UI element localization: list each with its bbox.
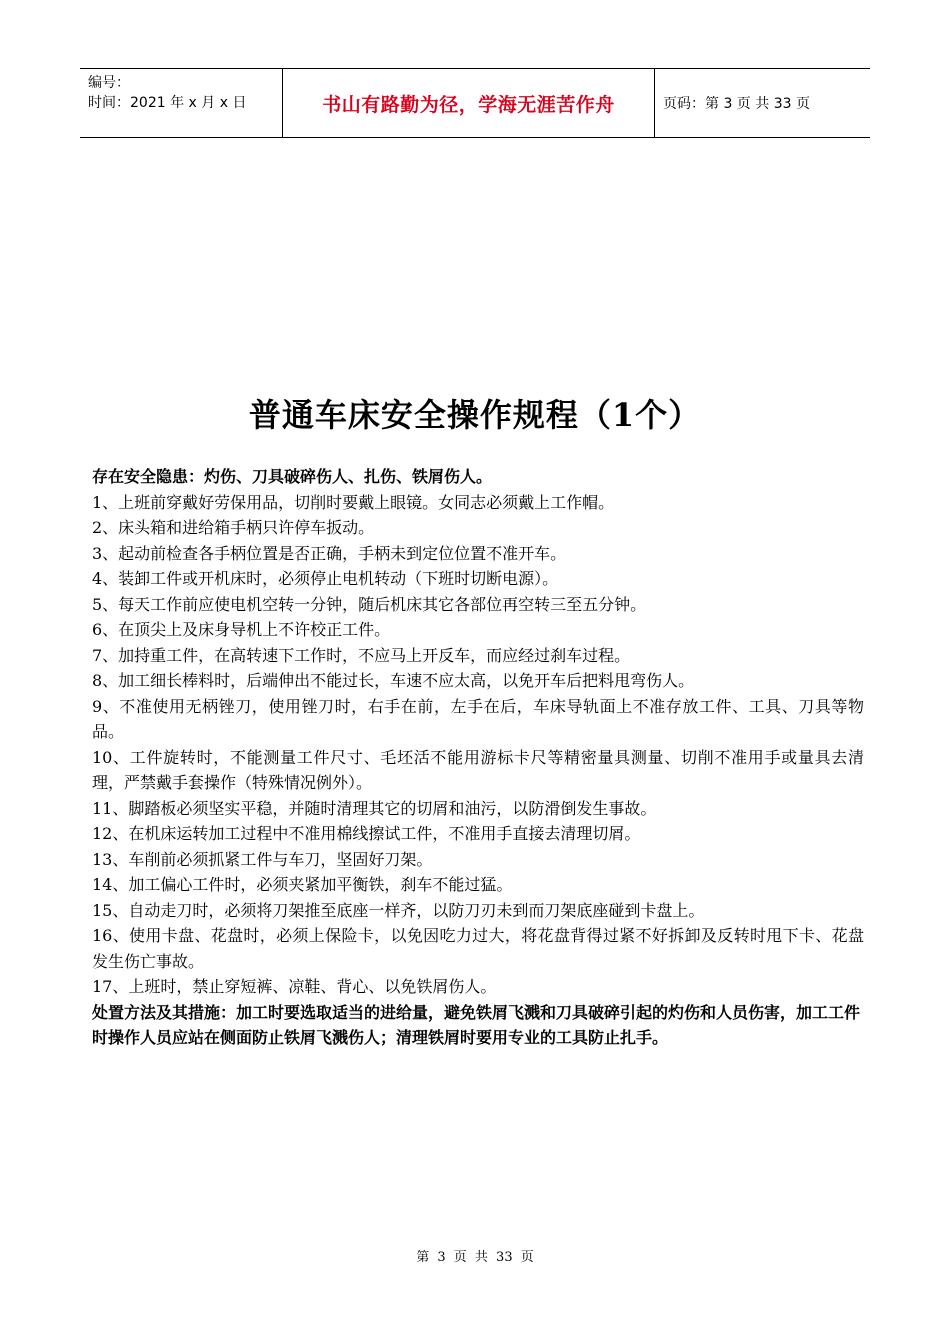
document-date-label: 时间：2021 年 x 月 x 日 bbox=[88, 95, 247, 111]
document-title: 普通车床安全操作规程（1个） bbox=[248, 396, 702, 434]
rule-item: 10、工件旋转时，不能测量工件尺寸、毛坯活不能用游标卡尺等精密量具测量、切削不准用手或量具去清理，严禁戴手套操作（特殊情况例外）。 bbox=[92, 747, 864, 792]
header-table bbox=[80, 68, 870, 138]
header-page-info: 页码：第 3 页 共 33 页 bbox=[663, 96, 810, 112]
rule-item: 9、不准使用无柄锉刀，使用锉刀时，右手在前，左手在后，车床导轨面上不准存放工件、工具、刀具等物品。 bbox=[92, 696, 864, 741]
rule-item: 15、自动走刀时，必须将刀架推至底座一样齐，以防刀刃未到而刀架底座碰到卡盘上。 bbox=[92, 900, 705, 920]
rule-item: 16、使用卡盘、花盘时，必须上保险卡，以免因吃力过大，将花盘背得过紧不好拆卸及反转时甩下卡、花盘发生伤亡事故。 bbox=[92, 926, 864, 971]
rule-item: 13、车削前必须抓紧工件与车刀，坚固好刀架。 bbox=[92, 849, 433, 869]
hazards-paragraph: 存在安全隐患：灼伤、刀具破碎伤人、扎伤、铁屑伤人。 bbox=[92, 467, 493, 486]
rule-item: 8、加工细长棒料时，后端伸出不能过长，车速不应太高，以免开车后把料甩弯伤人。 bbox=[92, 671, 695, 690]
document-number-label: 编号： bbox=[88, 75, 130, 91]
rule-item: 11、脚踏板必须坚实平稳，并随时清理其它的切屑和油污，以防滑倒发生事故。 bbox=[92, 798, 657, 818]
header-page-cell bbox=[655, 69, 870, 137]
rule-item: 2、床头箱和进给箱手柄只许停车扳动。 bbox=[92, 518, 375, 537]
rule-item: 7、加持重工件，在高转速下工作时，不应马上开反车，而应经过刹车过程。 bbox=[92, 645, 631, 665]
page-footer: 第 3 页 共 33 页 bbox=[416, 1250, 534, 1265]
rule-item: 5、每天工作前应使电机空转一分钟，随后机床其它各部位再空转三至五分钟。 bbox=[92, 594, 647, 614]
rule-item: 6、在顶尖上及床身导机上不许校正工件。 bbox=[92, 620, 391, 639]
rule-item: 12、在机床运转加工过程中不准用棉线擦试工件，不准用手直接去清理切屑。 bbox=[92, 824, 641, 843]
rule-item: 3、起动前检查各手柄位置是否正确，手柄未到定位位置不准开车。 bbox=[92, 543, 567, 563]
header-motto: 书山有路勤为径，学海无涯苦作舟 bbox=[322, 93, 615, 116]
rules-list bbox=[92, 490, 864, 1000]
rule-item: 4、装卸工件或开机床时，必须停止电机转动（下班时切断电源）。 bbox=[92, 569, 559, 588]
header-motto-cell bbox=[283, 69, 655, 137]
rule-item: 17、上班时，禁止穿短裤、凉鞋、背心、以免铁屑伤人。 bbox=[92, 977, 497, 996]
header-meta-cell bbox=[80, 69, 283, 137]
measures-paragraph: 处置方法及其措施：加工时要选取适当的进给量，避免铁屑飞溅和刀具破碎引起的灼伤和人员伤害，加工工件时操作人员应站在侧面防止铁屑飞溅伤人；清理铁屑时要用专业的工具防止扎手。 bbox=[92, 1002, 861, 1047]
document-body bbox=[92, 464, 864, 1051]
rule-item: 1、上班前穿戴好劳保用品，切削时要戴上眼镜。女同志必须戴上工作帽。 bbox=[92, 492, 615, 512]
rule-item: 14、加工偏心工件时，必须夹紧加平衡铁，刹车不能过猛。 bbox=[92, 875, 513, 894]
